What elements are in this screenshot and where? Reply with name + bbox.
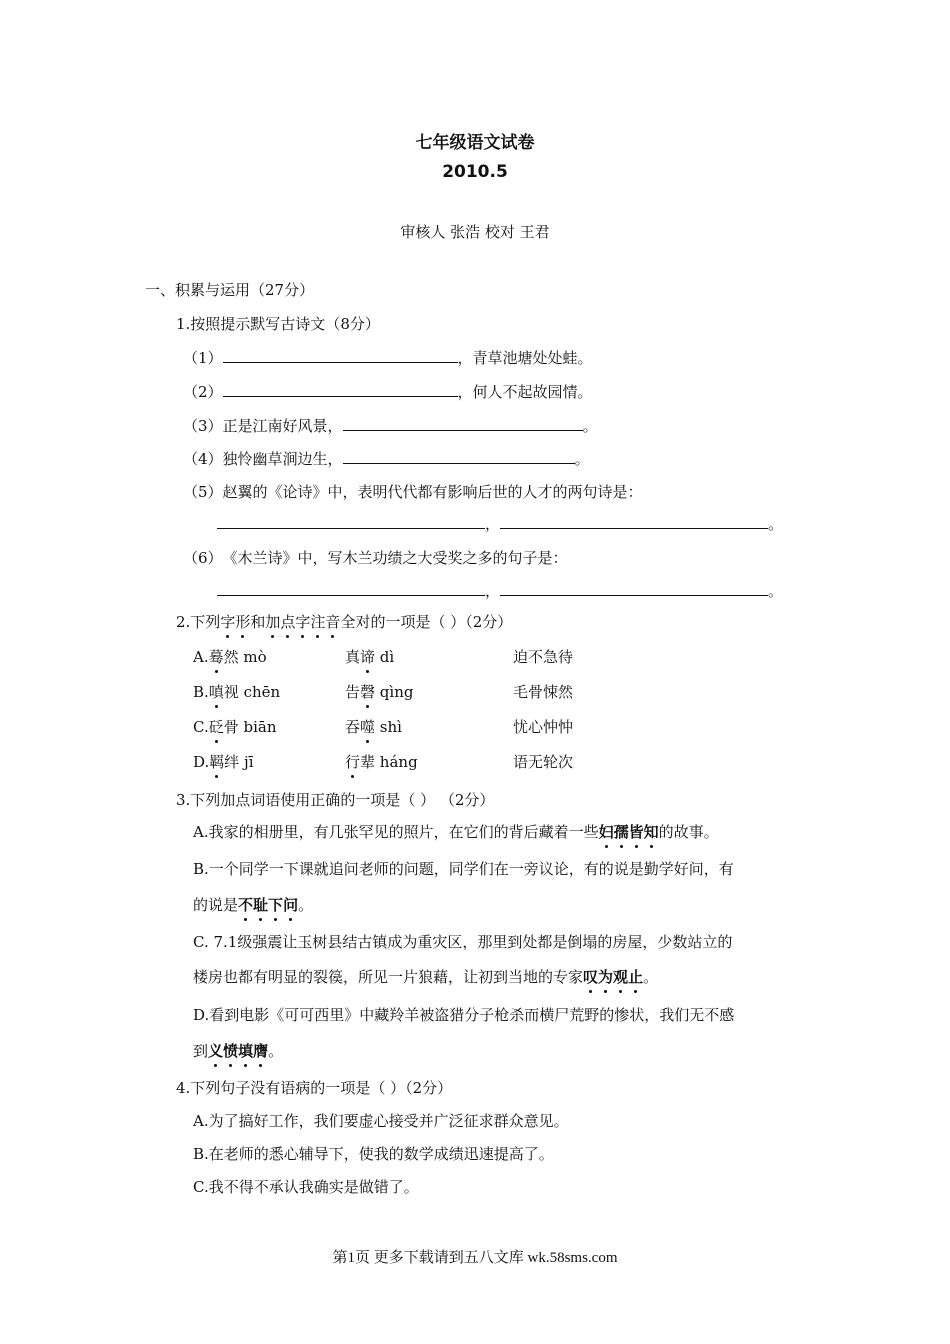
q3-option-c-text: 楼房也都有明显的裂篌，所见一片狼藉，让初到当地的专家 bbox=[193, 968, 584, 986]
option-word: 真 bbox=[345, 648, 361, 666]
q3-option-d-end: 。 bbox=[268, 1042, 284, 1060]
q3-option-c-line2 bbox=[193, 966, 658, 987]
dotted-char: 谛 bbox=[360, 648, 376, 666]
q1-item-3 bbox=[183, 415, 598, 436]
dotted-char: 加 bbox=[265, 613, 281, 631]
q2-stem-dotted-2 bbox=[265, 613, 340, 631]
dotted-char: 填 bbox=[238, 1042, 254, 1060]
q1-item-1 bbox=[183, 347, 593, 368]
dotted-char: 不 bbox=[238, 896, 254, 914]
q2-stem-dotted-1 bbox=[220, 613, 250, 631]
dotted-char: 嗔 bbox=[208, 683, 224, 701]
q1-item-5-text: 赵翼的《论诗》中，表明代代都有影响后世的人才的两句诗是： bbox=[222, 483, 643, 501]
reviewers-line: 审核人 张浩 校对 王君 bbox=[400, 223, 550, 241]
q1-item-6-blank-1[interactable] bbox=[217, 581, 485, 596]
q1-item-2 bbox=[183, 381, 593, 402]
option-word: 骨 biān bbox=[223, 718, 277, 736]
section-heading: 一、积累与运用（27分） bbox=[145, 281, 315, 299]
q1-item-5 bbox=[183, 481, 643, 502]
q2-option-d bbox=[193, 751, 573, 772]
q1-item-6-number: （6） bbox=[183, 549, 223, 567]
dotted-char: 皆 bbox=[628, 823, 644, 841]
q1-item-4-text: 独怜幽草涧边生， bbox=[222, 450, 343, 468]
dotted-char: 羁 bbox=[209, 753, 225, 771]
dotted-char: 注 bbox=[310, 613, 326, 631]
dotted-char: 为 bbox=[598, 968, 614, 986]
q1-item-6-text: 《木兰诗》中，写木兰功绩之大受奖之多的句子是： bbox=[222, 549, 568, 567]
q2-option-a bbox=[193, 646, 573, 667]
option-word: 然 mò bbox=[223, 648, 267, 666]
option-word: 忧心忡忡 bbox=[513, 718, 574, 736]
dotted-char: 问 bbox=[283, 896, 299, 914]
q2-option-b bbox=[193, 681, 573, 702]
q1-item-2-blank[interactable] bbox=[223, 382, 458, 397]
q3-option-a-text: A.我家的相册里，有几张罕见的照片，在它们的背后藏着一些 bbox=[193, 823, 599, 841]
q2-stem bbox=[176, 611, 512, 632]
q1-item-2-text: ，何人不起故园情。 bbox=[457, 383, 593, 401]
dotted-char: 耻 bbox=[253, 896, 269, 914]
dotted-char: 砭 bbox=[208, 718, 224, 736]
q3-option-d-line2 bbox=[193, 1040, 283, 1061]
option-word: 视 chēn bbox=[223, 683, 281, 701]
q3-option-b-line1: B.一个同学一下课就追问老师的问题，同学们在一旁议论，有的说是勤学好问，有 bbox=[193, 860, 734, 878]
dotted-char: 字 bbox=[295, 613, 311, 631]
q3-option-a-word bbox=[599, 823, 659, 841]
q3-option-a bbox=[193, 821, 719, 842]
option-word: 辈 bbox=[360, 753, 376, 771]
dotted-char: 观 bbox=[613, 968, 629, 986]
q3-option-a-end: 的故事。 bbox=[658, 823, 719, 841]
q1-item-6-comma: ， bbox=[485, 582, 501, 600]
q1-item-5-blank-1[interactable] bbox=[217, 514, 485, 529]
q1-item-5-answer bbox=[217, 513, 783, 534]
q4-option-a: A.为了搞好工作，我们要虚心接受并广泛征求群众意见。 bbox=[193, 1112, 569, 1130]
q1-item-1-blank[interactable] bbox=[223, 348, 458, 363]
dotted-char: 字 bbox=[220, 613, 236, 631]
dotted-char: 止 bbox=[628, 968, 644, 986]
q1-item-4-blank[interactable] bbox=[343, 449, 575, 464]
page-footer: 第1页 更多下载请到五八文库 wk.58sms.com bbox=[332, 1250, 618, 1266]
q2-option-c bbox=[193, 716, 573, 737]
q1-item-1-number: （1） bbox=[183, 349, 223, 367]
q1-item-3-blank[interactable] bbox=[343, 416, 583, 431]
q1-item-6-period: 。 bbox=[768, 582, 784, 600]
dotted-char: 叹 bbox=[583, 968, 599, 986]
q3-option-c-end: 。 bbox=[643, 968, 659, 986]
q1-item-5-comma: ， bbox=[485, 515, 501, 533]
page-title: 七年级语文试卷 bbox=[415, 133, 535, 153]
option-word: dì bbox=[375, 648, 395, 666]
q3-option-b-text: 的说是 bbox=[193, 896, 239, 914]
option-word: shì bbox=[375, 718, 402, 736]
q2-stem-part: 2.下列 bbox=[176, 613, 221, 631]
q2-stem-part: 和 bbox=[250, 613, 266, 631]
option-letter: B. bbox=[193, 683, 209, 701]
dotted-char: 知 bbox=[643, 823, 659, 841]
q3-option-c-word bbox=[583, 968, 643, 986]
q1-item-3-end: 。 bbox=[582, 417, 598, 435]
dotted-char: 噬 bbox=[360, 718, 376, 736]
q3-option-d-text: 到 bbox=[193, 1042, 209, 1060]
q1-item-2-number: （2） bbox=[183, 383, 223, 401]
dotted-char: 愤 bbox=[223, 1042, 239, 1060]
dotted-char: 行 bbox=[345, 753, 361, 771]
q1-item-5-blank-2[interactable] bbox=[500, 514, 768, 529]
dotted-char: 义 bbox=[208, 1042, 224, 1060]
option-letter: A. bbox=[193, 648, 209, 666]
dotted-char: 下 bbox=[268, 896, 284, 914]
option-word: 语无轮次 bbox=[513, 753, 574, 771]
exam-date: 2010.5 bbox=[442, 162, 508, 182]
option-word: 告 bbox=[345, 683, 361, 701]
q1-item-5-period: 。 bbox=[768, 515, 784, 533]
dotted-char: 蓦 bbox=[208, 648, 224, 666]
q2-stem-part: 全对的一项是（ ）（2分） bbox=[340, 613, 513, 631]
option-word: qìng bbox=[375, 683, 414, 701]
q3-option-d-line1: D.看到电影《可可西里》中藏羚羊被盗猎分子枪杀而横尸荒野的惨状，我们无不感 bbox=[193, 1006, 735, 1024]
q1-item-4-number: （4） bbox=[183, 450, 223, 468]
dotted-char: 妇 bbox=[598, 823, 614, 841]
q3-option-b-end: 。 bbox=[298, 896, 314, 914]
q1-item-5-number: （5） bbox=[183, 483, 223, 501]
option-word: 吞 bbox=[345, 718, 361, 736]
q3-option-b-line2 bbox=[193, 894, 313, 915]
dotted-char: 形 bbox=[235, 613, 251, 631]
option-letter: C. bbox=[193, 718, 209, 736]
q1-stem: 1.按照提示默写古诗文（8分） bbox=[176, 315, 380, 333]
q1-item-3-text: 正是江南好风景， bbox=[222, 417, 343, 435]
q1-item-4-end: 。 bbox=[574, 450, 590, 468]
q4-option-b: B.在老师的悉心辅导下，使我的数学成绩迅速提高了。 bbox=[193, 1145, 554, 1163]
q4-stem: 4.下列句子没有语病的一项是（ ）（2分） bbox=[176, 1079, 453, 1097]
option-word: 毛骨悚然 bbox=[513, 683, 574, 701]
q3-option-d-word bbox=[208, 1042, 268, 1060]
q1-item-6 bbox=[183, 547, 568, 568]
option-word: 迫不急待 bbox=[513, 648, 574, 666]
dotted-char: 膺 bbox=[253, 1042, 269, 1060]
dotted-char: 磬 bbox=[360, 683, 376, 701]
q1-item-6-blank-2[interactable] bbox=[500, 581, 768, 596]
q3-option-c-line1: C. 7.1级强震让玉树县结古镇成为重灾区，那里到处都是倒塌的房屋，少数站立的 bbox=[193, 933, 733, 951]
q4-option-c: C.我不得不承认我确实是做错了。 bbox=[193, 1178, 419, 1196]
q1-item-4 bbox=[183, 448, 590, 469]
dotted-char: 音 bbox=[325, 613, 341, 631]
dotted-char: 孺 bbox=[613, 823, 629, 841]
option-word: 绊 jī bbox=[224, 753, 254, 771]
option-letter: D. bbox=[193, 753, 210, 771]
dotted-char: 点 bbox=[280, 613, 296, 631]
q3-stem: 3.下列加点词语使用正确的一项是（ ） （2分） bbox=[176, 791, 495, 809]
option-word: háng bbox=[375, 753, 418, 771]
q3-option-b-word bbox=[238, 896, 298, 914]
q1-item-6-answer bbox=[217, 580, 783, 601]
q1-item-1-text: ，青草池塘处处蛙。 bbox=[457, 349, 593, 367]
q1-item-3-number: （3） bbox=[183, 417, 223, 435]
